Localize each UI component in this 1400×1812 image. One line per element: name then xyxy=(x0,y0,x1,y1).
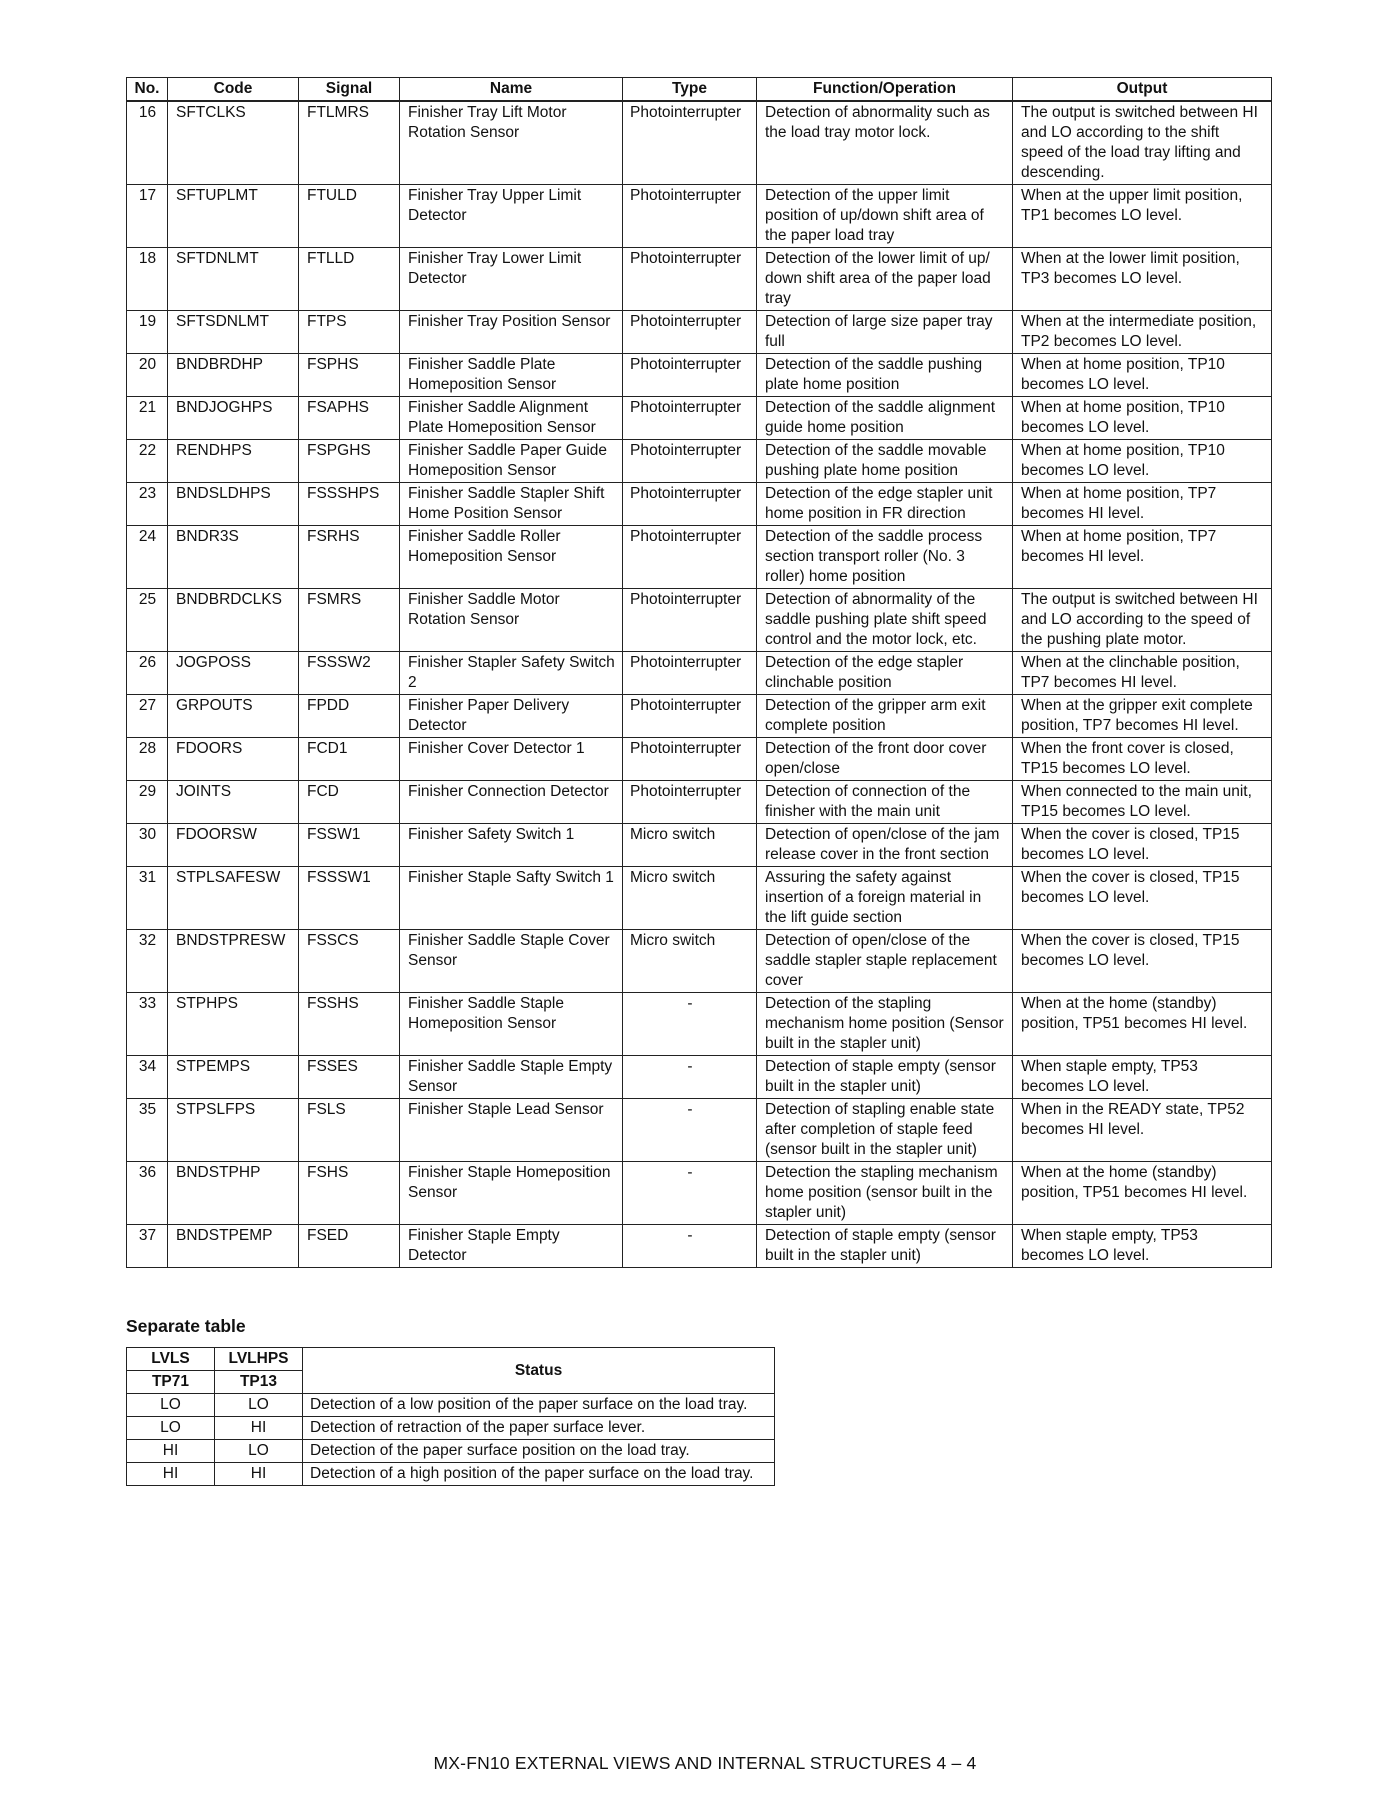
table-row xyxy=(127,867,1272,930)
table-row xyxy=(127,930,1272,993)
cell-function: Detection of the gripper arm exit complete position xyxy=(757,695,1013,738)
cell-signal: FTPS xyxy=(299,311,400,354)
cell-function: Detection of the stapling mechanism home position (Sensor built in the stapler unit) xyxy=(757,993,1013,1056)
separate-header-row-top xyxy=(127,1348,775,1371)
cell-no: 18 xyxy=(127,248,168,311)
cell-type: Photointerrupter xyxy=(623,397,757,440)
cell-no: 25 xyxy=(127,589,168,652)
cell-function: Detection of open/close of the jam release cover in the front section xyxy=(757,824,1013,867)
cell-code: BNDSTPRESW xyxy=(168,930,299,993)
cell-code: JOGPOSS xyxy=(168,652,299,695)
cell-type: Photointerrupter xyxy=(623,354,757,397)
cell-type: - xyxy=(623,1099,757,1162)
table-row xyxy=(127,589,1272,652)
cell-type: Photointerrupter xyxy=(623,589,757,652)
cell-code: BNDBRDHP xyxy=(168,354,299,397)
header-code: Code xyxy=(168,78,299,102)
table-row xyxy=(127,695,1272,738)
cell-status: Detection of the paper surface position on the load tray. xyxy=(303,1440,775,1463)
header-type: Type xyxy=(623,78,757,102)
table-row xyxy=(127,1225,1272,1268)
cell-signal: FSSW1 xyxy=(299,824,400,867)
table-row xyxy=(127,1099,1272,1162)
cell-signal: FSSSW2 xyxy=(299,652,400,695)
cell-lvls: LO xyxy=(127,1417,215,1440)
cell-no: 34 xyxy=(127,1056,168,1099)
table-row xyxy=(127,185,1272,248)
cell-no: 23 xyxy=(127,483,168,526)
cell-code: SFTUPLMT xyxy=(168,185,299,248)
cell-name: Finisher Stapler Safety Switch 2 xyxy=(400,652,623,695)
cell-no: 19 xyxy=(127,311,168,354)
cell-type: Photointerrupter xyxy=(623,652,757,695)
cell-lvlhps: HI xyxy=(215,1417,303,1440)
separate-table-row xyxy=(127,1463,775,1486)
cell-function: Detection of abnormality of the saddle pushing plate shift speed control and the motor lock, etc. xyxy=(757,589,1013,652)
cell-lvlhps: LO xyxy=(215,1440,303,1463)
cell-function: Detection of the edge stapler unit home position in FR direction xyxy=(757,483,1013,526)
cell-signal: FCD xyxy=(299,781,400,824)
cell-lvlhps: HI xyxy=(215,1463,303,1486)
table-row xyxy=(127,101,1272,185)
cell-no: 16 xyxy=(127,101,168,185)
table-row xyxy=(127,738,1272,781)
cell-code: BNDR3S xyxy=(168,526,299,589)
cell-signal: FSSSHPS xyxy=(299,483,400,526)
cell-type: Photointerrupter xyxy=(623,185,757,248)
cell-type: - xyxy=(623,993,757,1056)
cell-output: When the front cover is closed, TP15 becomes LO level. xyxy=(1013,738,1272,781)
cell-signal: FSSHS xyxy=(299,993,400,1056)
table-row xyxy=(127,354,1272,397)
cell-signal: FSED xyxy=(299,1225,400,1268)
header-function: Function/Operation xyxy=(757,78,1013,102)
cell-type: Micro switch xyxy=(623,930,757,993)
cell-type: Photointerrupter xyxy=(623,101,757,185)
cell-status: Detection of retraction of the paper surface lever. xyxy=(303,1417,775,1440)
cell-name: Finisher Tray Lower Limit Detector xyxy=(400,248,623,311)
cell-code: BNDSTPEMP xyxy=(168,1225,299,1268)
page-footer: MX-FN10 EXTERNAL VIEWS AND INTERNAL STRUCTURES 4 – 4 xyxy=(433,1753,977,1773)
cell-output: When at the home (standby) position, TP51 becomes HI level. xyxy=(1013,993,1272,1056)
cell-function: Detection of the front door cover open/close xyxy=(757,738,1013,781)
cell-function: Detection of stapling enable state after completion of staple feed (sensor built in the stapler unit) xyxy=(757,1099,1013,1162)
header-lvlhps: LVLHPS xyxy=(215,1348,303,1371)
cell-name: Finisher Saddle Plate Homeposition Sensor xyxy=(400,354,623,397)
cell-no: 27 xyxy=(127,695,168,738)
cell-type: Photointerrupter xyxy=(623,483,757,526)
cell-name: Finisher Staple Empty Detector xyxy=(400,1225,623,1268)
table-row xyxy=(127,397,1272,440)
cell-lvls: HI xyxy=(127,1463,215,1486)
table-row xyxy=(127,1056,1272,1099)
cell-no: 30 xyxy=(127,824,168,867)
cell-function: Detection of the saddle alignment guide home position xyxy=(757,397,1013,440)
header-name: Name xyxy=(400,78,623,102)
cell-status: Detection of a high position of the paper surface on the load tray. xyxy=(303,1463,775,1486)
cell-output: When at home position, TP10 becomes LO level. xyxy=(1013,397,1272,440)
cell-signal: FTLMRS xyxy=(299,101,400,185)
cell-name: Finisher Saddle Staple Cover Sensor xyxy=(400,930,623,993)
cell-output: When at the home (standby) position, TP51 becomes HI level. xyxy=(1013,1162,1272,1225)
table-row xyxy=(127,781,1272,824)
table-row xyxy=(127,440,1272,483)
cell-output: When at the intermediate position, TP2 becomes LO level. xyxy=(1013,311,1272,354)
cell-type: - xyxy=(623,1056,757,1099)
cell-output: When the cover is closed, TP15 becomes LO level. xyxy=(1013,930,1272,993)
cell-output: When at the clinchable position, TP7 becomes HI level. xyxy=(1013,652,1272,695)
cell-type: - xyxy=(623,1162,757,1225)
cell-name: Finisher Paper Delivery Detector xyxy=(400,695,623,738)
cell-type: Photointerrupter xyxy=(623,738,757,781)
cell-no: 33 xyxy=(127,993,168,1056)
cell-code: RENDHPS xyxy=(168,440,299,483)
cell-name: Finisher Safety Switch 1 xyxy=(400,824,623,867)
cell-output: When the cover is closed, TP15 becomes LO level. xyxy=(1013,824,1272,867)
table-row xyxy=(127,311,1272,354)
cell-code: JOINTS xyxy=(168,781,299,824)
cell-no: 29 xyxy=(127,781,168,824)
cell-code: SFTCLKS xyxy=(168,101,299,185)
cell-code: SFTSDNLMT xyxy=(168,311,299,354)
cell-no: 22 xyxy=(127,440,168,483)
cell-name: Finisher Tray Upper Limit Detector xyxy=(400,185,623,248)
cell-output: When at the gripper exit complete position, TP7 becomes HI level. xyxy=(1013,695,1272,738)
cell-type: Photointerrupter xyxy=(623,695,757,738)
cell-signal: FSSSW1 xyxy=(299,867,400,930)
cell-signal: FSMRS xyxy=(299,589,400,652)
cell-output: When at the upper limit position, TP1 becomes LO level. xyxy=(1013,185,1272,248)
cell-no: 28 xyxy=(127,738,168,781)
cell-type: Micro switch xyxy=(623,824,757,867)
cell-type: Photointerrupter xyxy=(623,781,757,824)
cell-code: STPSLFPS xyxy=(168,1099,299,1162)
cell-output: The output is switched between HI and LO according to the speed of the pushing plate motor. xyxy=(1013,589,1272,652)
table-row xyxy=(127,526,1272,589)
cell-code: GRPOUTS xyxy=(168,695,299,738)
cell-type: Photointerrupter xyxy=(623,248,757,311)
cell-type: Photointerrupter xyxy=(623,311,757,354)
cell-type: Photointerrupter xyxy=(623,526,757,589)
cell-signal: FSLS xyxy=(299,1099,400,1162)
table-row xyxy=(127,483,1272,526)
cell-name: Finisher Saddle Staple Homeposition Sensor xyxy=(400,993,623,1056)
cell-output: When at home position, TP7 becomes HI level. xyxy=(1013,526,1272,589)
cell-function: Detection of the upper limit position of up/down shift area of the paper load tray xyxy=(757,185,1013,248)
cell-no: 32 xyxy=(127,930,168,993)
cell-lvlhps: LO xyxy=(215,1394,303,1417)
cell-type: Photointerrupter xyxy=(623,440,757,483)
cell-code: BNDSLDHPS xyxy=(168,483,299,526)
cell-signal: FSAPHS xyxy=(299,397,400,440)
cell-name: Finisher Connection Detector xyxy=(400,781,623,824)
cell-signal: FSHS xyxy=(299,1162,400,1225)
table-row xyxy=(127,824,1272,867)
cell-no: 37 xyxy=(127,1225,168,1268)
header-lvls: LVLS xyxy=(127,1348,215,1371)
cell-code: STPEMPS xyxy=(168,1056,299,1099)
cell-code: BNDBRDCLKS xyxy=(168,589,299,652)
sensor-table xyxy=(126,77,1272,1268)
separate-table-row xyxy=(127,1417,775,1440)
cell-signal: FSSCS xyxy=(299,930,400,993)
cell-function: Detection of the saddle pushing plate home position xyxy=(757,354,1013,397)
cell-name: Finisher Saddle Alignment Plate Homeposition Sensor xyxy=(400,397,623,440)
cell-function: Detection of staple empty (sensor built in the stapler unit) xyxy=(757,1056,1013,1099)
cell-function: Detection of open/close of the saddle stapler staple replacement cover xyxy=(757,930,1013,993)
cell-no: 20 xyxy=(127,354,168,397)
cell-type: - xyxy=(623,1225,757,1268)
cell-function: Detection of abnormality such as the load tray motor lock. xyxy=(757,101,1013,185)
separate-table-row xyxy=(127,1394,775,1417)
cell-code: BNDSTPHP xyxy=(168,1162,299,1225)
table-header-row xyxy=(127,78,1272,102)
cell-function: Detection of connection of the finisher with the main unit xyxy=(757,781,1013,824)
cell-no: 24 xyxy=(127,526,168,589)
header-tp71: TP71 xyxy=(127,1371,215,1394)
cell-signal: FSPHS xyxy=(299,354,400,397)
cell-signal: FPDD xyxy=(299,695,400,738)
cell-output: When in the READY state, TP52 becomes HI level. xyxy=(1013,1099,1272,1162)
cell-name: Finisher Saddle Roller Homeposition Sensor xyxy=(400,526,623,589)
table-row xyxy=(127,652,1272,695)
cell-output: When the cover is closed, TP15 becomes LO level. xyxy=(1013,867,1272,930)
cell-status: Detection of a low position of the paper surface on the load tray. xyxy=(303,1394,775,1417)
cell-name: Finisher Staple Homeposition Sensor xyxy=(400,1162,623,1225)
cell-name: Finisher Staple Lead Sensor xyxy=(400,1099,623,1162)
cell-name: Finisher Staple Safty Switch 1 xyxy=(400,867,623,930)
cell-code: FDOORSW xyxy=(168,824,299,867)
cell-signal: FCD1 xyxy=(299,738,400,781)
header-status: Status xyxy=(303,1348,775,1394)
header-no: No. xyxy=(127,78,168,102)
cell-name: Finisher Tray Position Sensor xyxy=(400,311,623,354)
header-signal: Signal xyxy=(299,78,400,102)
cell-name: Finisher Saddle Paper Guide Homeposition Sensor xyxy=(400,440,623,483)
cell-name: Finisher Saddle Stapler Shift Home Position Sensor xyxy=(400,483,623,526)
separate-table-row xyxy=(127,1440,775,1463)
cell-no: 21 xyxy=(127,397,168,440)
cell-function: Detection of the saddle movable pushing plate home position xyxy=(757,440,1013,483)
cell-name: Finisher Saddle Motor Rotation Sensor xyxy=(400,589,623,652)
cell-name: Finisher Cover Detector 1 xyxy=(400,738,623,781)
cell-function: Detection of staple empty (sensor built in the stapler unit) xyxy=(757,1225,1013,1268)
cell-function: Detection of large size paper tray full xyxy=(757,311,1013,354)
cell-output: When at home position, TP10 becomes LO level. xyxy=(1013,440,1272,483)
cell-code: STPLSAFESW xyxy=(168,867,299,930)
table-row xyxy=(127,993,1272,1056)
cell-output: When at home position, TP10 becomes LO level. xyxy=(1013,354,1272,397)
cell-lvls: HI xyxy=(127,1440,215,1463)
cell-signal: FSPGHS xyxy=(299,440,400,483)
cell-type: Micro switch xyxy=(623,867,757,930)
cell-code: SFTDNLMT xyxy=(168,248,299,311)
cell-function: Assuring the safety against insertion of a foreign material in the lift guide section xyxy=(757,867,1013,930)
cell-lvls: LO xyxy=(127,1394,215,1417)
cell-signal: FSSES xyxy=(299,1056,400,1099)
cell-function: Detection of the lower limit of up/ down shift area of the paper load tray xyxy=(757,248,1013,311)
table-row xyxy=(127,248,1272,311)
cell-code: BNDJOGHPS xyxy=(168,397,299,440)
cell-output: When staple empty, TP53 becomes LO level. xyxy=(1013,1056,1272,1099)
cell-code: STPHPS xyxy=(168,993,299,1056)
cell-output: The output is switched between HI and LO according to the shift speed of the load tray lifting and descending. xyxy=(1013,101,1272,185)
cell-name: Finisher Tray Lift Motor Rotation Sensor xyxy=(400,101,623,185)
header-tp13: TP13 xyxy=(215,1371,303,1394)
cell-function: Detection of the saddle process section transport roller (No. 3 roller) home position xyxy=(757,526,1013,589)
separate-table xyxy=(126,1347,775,1486)
header-output: Output xyxy=(1013,78,1272,102)
cell-no: 31 xyxy=(127,867,168,930)
table-row xyxy=(127,1162,1272,1225)
cell-function: Detection the stapling mechanism home position (sensor built in the stapler unit) xyxy=(757,1162,1013,1225)
cell-signal: FTLLD xyxy=(299,248,400,311)
cell-output: When at the lower limit position, TP3 becomes LO level. xyxy=(1013,248,1272,311)
cell-function: Detection of the edge stapler clinchable position xyxy=(757,652,1013,695)
separate-table-title: Separate table xyxy=(126,1316,246,1336)
cell-no: 35 xyxy=(127,1099,168,1162)
cell-code: FDOORS xyxy=(168,738,299,781)
cell-no: 17 xyxy=(127,185,168,248)
cell-no: 26 xyxy=(127,652,168,695)
cell-signal: FSRHS xyxy=(299,526,400,589)
cell-output: When connected to the main unit, TP15 becomes LO level. xyxy=(1013,781,1272,824)
cell-signal: FTULD xyxy=(299,185,400,248)
cell-no: 36 xyxy=(127,1162,168,1225)
cell-name: Finisher Saddle Staple Empty Sensor xyxy=(400,1056,623,1099)
cell-output: When staple empty, TP53 becomes LO level. xyxy=(1013,1225,1272,1268)
cell-output: When at home position, TP7 becomes HI level. xyxy=(1013,483,1272,526)
